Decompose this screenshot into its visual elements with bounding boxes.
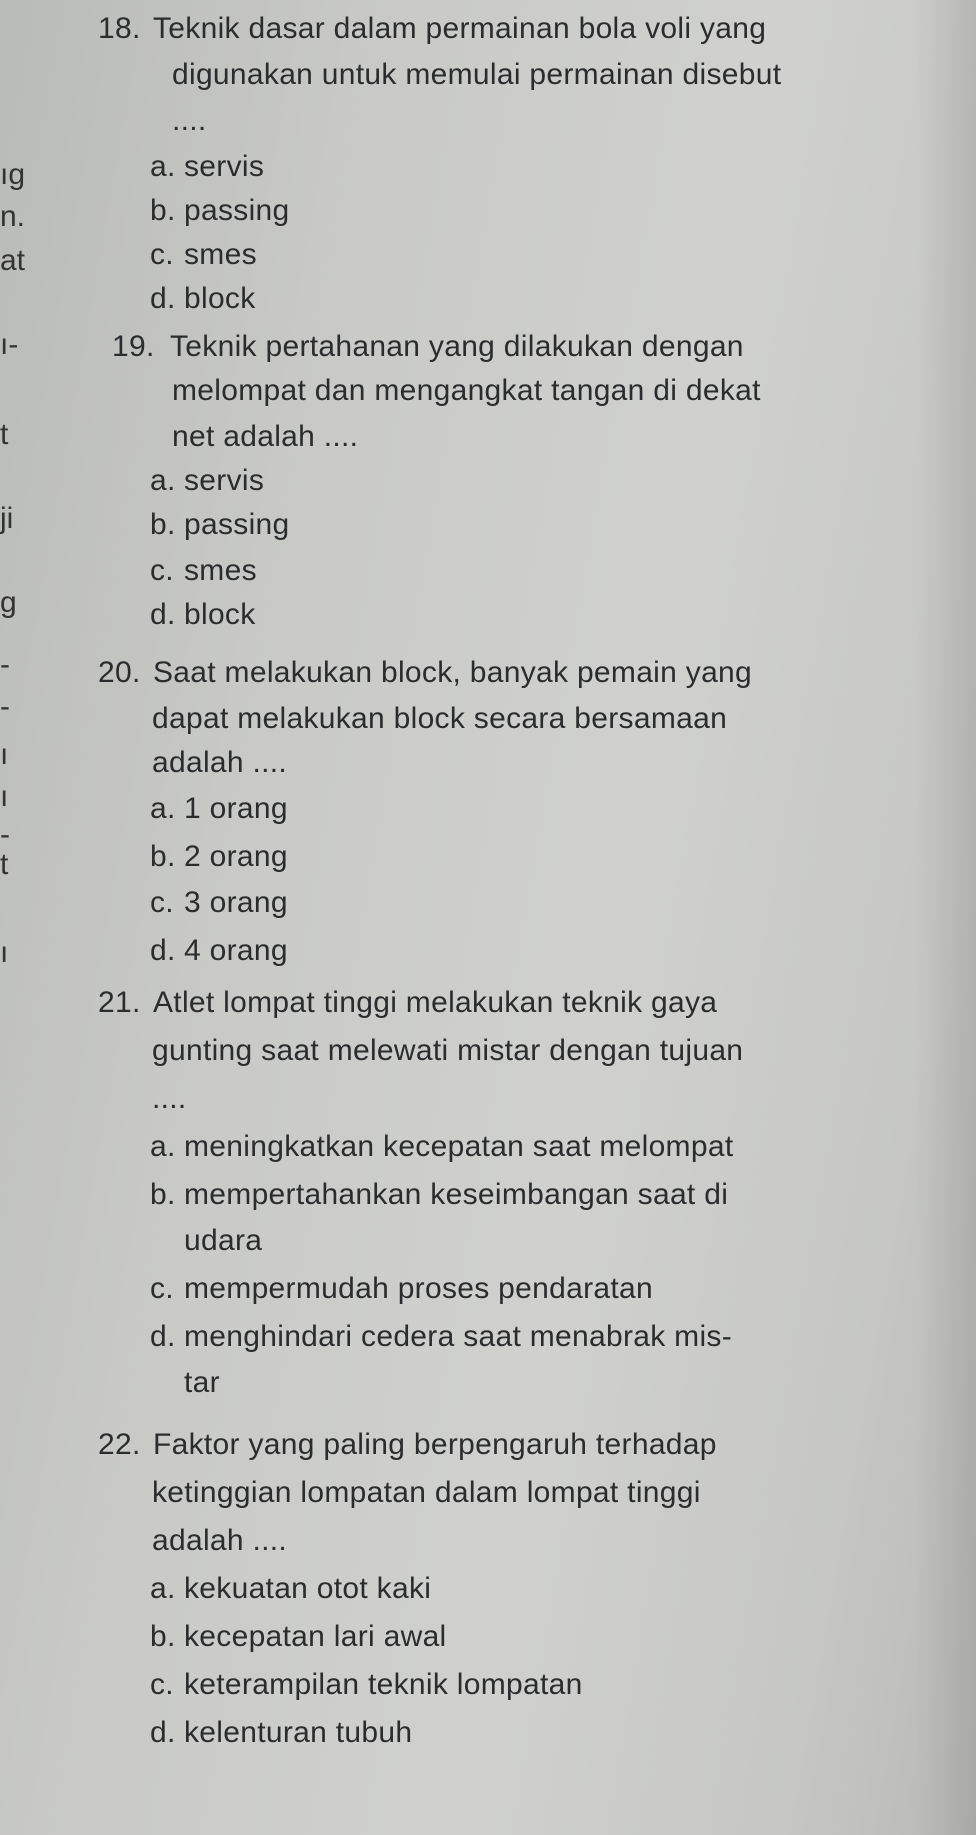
margin-fragment: t (0, 848, 9, 881)
question-text-line: dapat melakukan block secara bersamaan (152, 702, 728, 735)
option-c: c. keterampilan teknik lompatan (150, 1668, 583, 1701)
option-d: d. kelenturan tubuh (150, 1716, 413, 1749)
option-b-continued: udara (184, 1224, 263, 1257)
margin-fragment: at (0, 244, 26, 277)
option-d: d. menghindari cedera saat menabrak mis- (150, 1320, 733, 1353)
margin-fragment: ı (0, 936, 9, 969)
question-text-line: adalah .... (152, 1524, 288, 1557)
option-a: a. servis (150, 150, 265, 183)
option-a: a. kekuatan otot kaki (150, 1572, 432, 1605)
margin-fragment: ı (0, 738, 9, 771)
margin-fragment: - (0, 648, 10, 681)
question-text-line: .... (172, 104, 207, 137)
margin-fragment: ıg (0, 158, 26, 191)
margin-fragment: n. (0, 200, 26, 233)
page-edge-shadow (916, 0, 976, 1835)
option-d: d. block (150, 598, 256, 631)
question-text-line: adalah .... (152, 746, 288, 779)
question-text-line: Teknik dasar dalam permainan bola voli yang (153, 12, 767, 45)
question-text-line: .... (152, 1082, 187, 1115)
margin-fragment: ı (0, 780, 9, 813)
question-text-line: Atlet lompat tinggi melakukan teknik gaya (153, 986, 718, 1019)
option-b: b. 2 orang (150, 840, 288, 873)
option-b: b. mempertahankan keseimbangan saat di (150, 1178, 729, 1211)
option-a: a. servis (150, 464, 265, 497)
question-text-line: ketinggian lompatan dalam lompat tinggi (152, 1476, 701, 1509)
margin-fragment: t (0, 418, 9, 451)
option-d: d. block (150, 282, 256, 315)
option-d: d. 4 orang (150, 934, 288, 967)
margin-fragment: g (0, 586, 17, 619)
question-number: 20. (98, 656, 141, 689)
option-b: b. passing (150, 194, 290, 227)
option-c: c. mempermudah proses pendaratan (150, 1272, 653, 1305)
option-a: a. 1 orang (150, 792, 288, 825)
margin-fragment: ı- (0, 328, 19, 361)
option-a: a. meningkatkan kecepatan saat melompat (150, 1130, 734, 1163)
option-c: c. smes (150, 238, 257, 271)
margin-fragment: - (0, 690, 10, 723)
question-text-line: Faktor yang paling berpengaruh terhadap (153, 1428, 717, 1461)
question-text-line: melompat dan mengangkat tangan di dekat (172, 374, 761, 407)
option-d-continued: tar (184, 1366, 220, 1399)
option-b: b. kecepatan lari awal (150, 1620, 447, 1653)
question-number: 21. (98, 986, 141, 1019)
option-c: c. 3 orang (150, 886, 288, 919)
option-b: b. passing (150, 508, 290, 541)
question-text-line: digunakan untuk memulai permainan disebut (172, 58, 782, 91)
question-number: 22. (98, 1428, 141, 1461)
question-text-line: Teknik pertahanan yang dilakukan dengan (170, 330, 744, 363)
margin-fragment: - (0, 818, 10, 851)
margin-fragment: ji (0, 502, 14, 535)
question-number: 18. (98, 12, 141, 45)
question-text-line: gunting saat melewati mistar dengan tujuan (152, 1034, 744, 1067)
question-text-line: net adalah .... (172, 420, 359, 453)
question-text-line: Saat melakukan block, banyak pemain yang (153, 656, 753, 689)
option-c: c. smes (150, 554, 257, 587)
question-number: 19. (112, 330, 155, 363)
